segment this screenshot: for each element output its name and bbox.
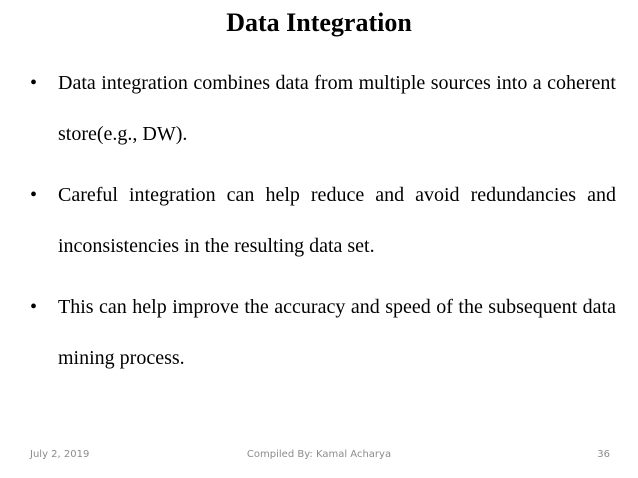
bullet-item <box>30 58 616 160</box>
bullet-text: Careful integration can help reduce and avoid redundancies and inconsistencies in the resulting data set. <box>58 184 616 257</box>
bullet-item <box>30 170 616 272</box>
bullet-marker: • <box>30 296 38 318</box>
bullet-text: This can help improve the accuracy and speed of the subsequent data mining process. <box>58 296 616 369</box>
bullet-marker: • <box>30 72 38 94</box>
footer-author: Compiled By: Kamal Acharya <box>246 449 392 460</box>
bullet-text: Data integration combines data from multiple sources into a coherent store(e.g., DW). <box>58 72 616 145</box>
bullet-marker: • <box>30 184 38 206</box>
slide-title: Data Integration <box>226 8 412 37</box>
bullet-item <box>30 282 616 384</box>
footer-page-number: 36 <box>597 449 610 460</box>
footer-date: July 2, 2019 <box>30 449 90 460</box>
bullet-list <box>30 58 616 394</box>
